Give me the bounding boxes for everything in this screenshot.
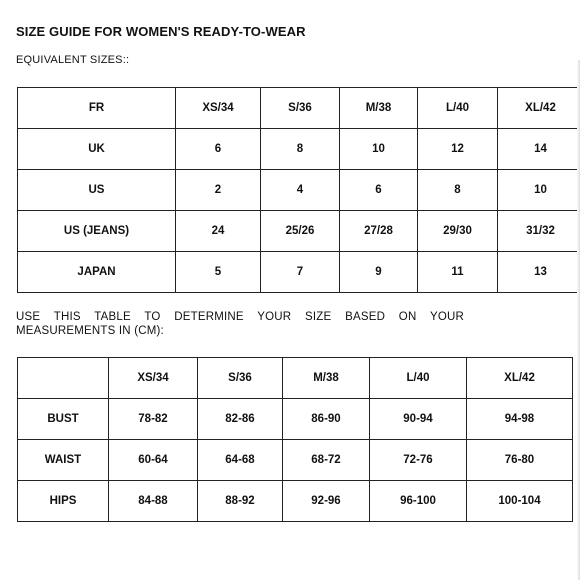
row-label-fr: FR [18,88,176,129]
table-cell: 14 [498,129,580,170]
table-cell: 100-104 [467,481,573,522]
table-cell: 5 [176,252,261,293]
table-cell: 6 [340,170,418,211]
table-cell: 78-82 [109,399,198,440]
table-cell: 11 [418,252,498,293]
table-cell: 13 [498,252,580,293]
column-header: XS/34 [109,358,198,399]
table-row [18,88,580,129]
table-cell: 8 [261,129,340,170]
table-cell: 84-88 [109,481,198,522]
table-cell: 88-92 [198,481,283,522]
table-cell: 60-64 [109,440,198,481]
table-cell: 12 [418,129,498,170]
table-cell: 7 [261,252,340,293]
table-row [18,399,573,440]
row-label-hips: HIPS [18,481,109,522]
measurements-table [17,357,573,522]
table-cell: 72-76 [370,440,467,481]
row-label-uk: UK [18,129,176,170]
table-row [18,170,580,211]
table-cell: 2 [176,170,261,211]
table-header-row [18,358,573,399]
table-cell: 31/32 [498,211,580,252]
table-cell: 10 [340,129,418,170]
table-cell: 4 [261,170,340,211]
table-cell: 24 [176,211,261,252]
table-cell: XL/42 [498,88,580,129]
column-header: S/36 [198,358,283,399]
table-row [18,129,580,170]
table-cell: 64-68 [198,440,283,481]
table-cell: 9 [340,252,418,293]
table-cell: 82-86 [198,399,283,440]
table-cell: 96-100 [370,481,467,522]
row-label-bust: BUST [18,399,109,440]
equivalent-sizes-table [17,87,580,293]
table-cell: 92-96 [283,481,370,522]
measurements-instructions: USE THIS TABLE TO DETERMINE YOUR SIZE BASED ON YOUR MEASUREMENTS IN (CM): [16,311,464,337]
table-cell: 6 [176,129,261,170]
table-cell: 90-94 [370,399,467,440]
table-cell: 29/30 [418,211,498,252]
table-cell: 86-90 [283,399,370,440]
table-cell: 27/28 [340,211,418,252]
table-cell: 25/26 [261,211,340,252]
table-cell: S/36 [261,88,340,129]
column-header: M/38 [283,358,370,399]
table-cell: 76-80 [467,440,573,481]
table-corner-cell [18,358,109,399]
table-cell: 94-98 [467,399,573,440]
column-header: L/40 [370,358,467,399]
column-header: XL/42 [467,358,573,399]
table-cell: XS/34 [176,88,261,129]
table-cell: 10 [498,170,580,211]
table-cell: L/40 [418,88,498,129]
row-label-waist: WAIST [18,440,109,481]
table-row [18,481,573,522]
row-label-japan: JAPAN [18,252,176,293]
table-row [18,440,573,481]
table-cell: M/38 [340,88,418,129]
equivalent-sizes-heading: EQUIVALENT SIZES:: [16,54,130,66]
table-cell: 68-72 [283,440,370,481]
table-cell: 8 [418,170,498,211]
row-label-us: US [18,170,176,211]
table-row [18,211,580,252]
page-title: SIZE GUIDE FOR WOMEN'S READY-TO-WEAR [16,24,306,39]
row-label-us-jeans: US (JEANS) [18,211,176,252]
table-row [18,252,580,293]
